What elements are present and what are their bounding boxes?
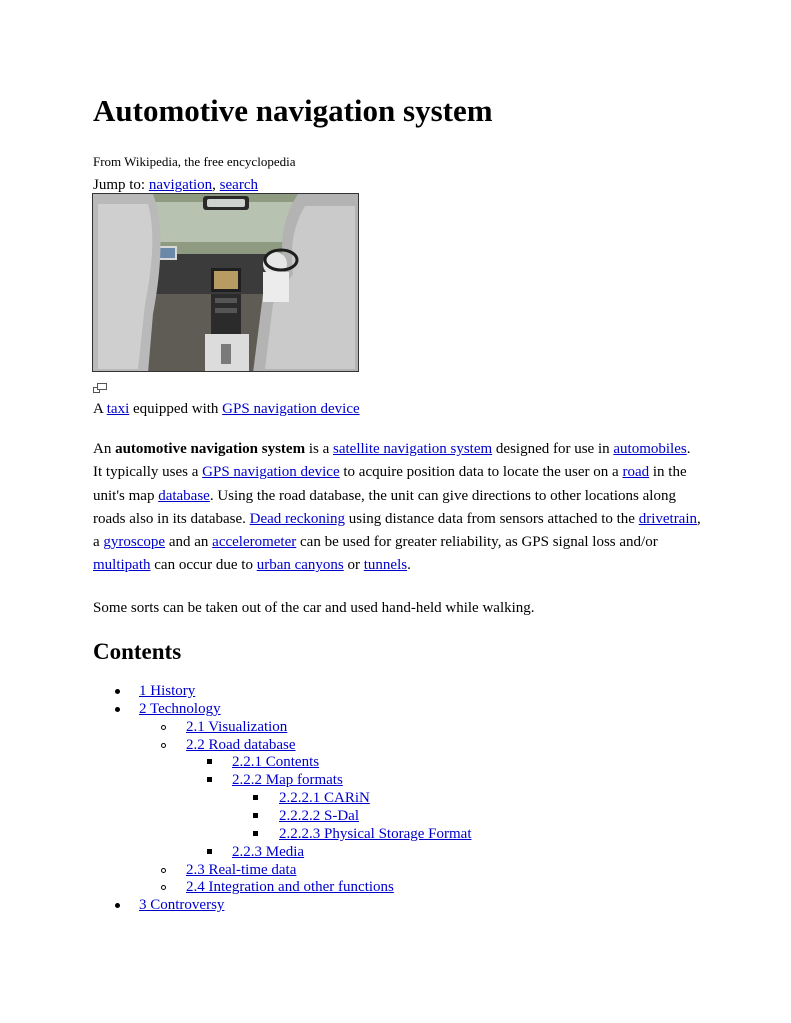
intro-paragraph	[93, 438, 703, 578]
bullet-icon	[161, 725, 166, 730]
text: .	[407, 557, 411, 574]
text: An	[93, 441, 116, 457]
bullet-icon	[161, 868, 166, 873]
tunnels-link[interactable]: tunnels	[363, 557, 408, 574]
article-subject: automotive navigation system	[115, 441, 306, 457]
handheld-paragraph: Some sorts can be taken out of the car and used hand-held while walking.	[93, 600, 535, 616]
toc-link[interactable]: 2.2.3 Media	[232, 843, 305, 860]
contents-heading: Contents	[93, 639, 182, 664]
bullet-icon	[115, 903, 120, 908]
bullet-icon	[207, 849, 212, 854]
text: can occur due to	[150, 557, 257, 574]
text: . Using the road database, the unit can give directions to other locations along roads also in its database.	[93, 487, 676, 527]
toc-link[interactable]: 2.3 Real-time data	[186, 861, 297, 878]
toc-link[interactable]: 2.2.1 Contents	[232, 754, 320, 771]
gyroscope-link[interactable]: gyroscope	[103, 534, 166, 551]
database-link[interactable]: database	[158, 487, 210, 504]
toc-link[interactable]: 2.2.2 Map formats	[232, 772, 343, 789]
bullet-icon	[161, 743, 166, 748]
taxi-photo[interactable]	[92, 193, 359, 372]
jump-search-link[interactable]: search	[219, 177, 258, 193]
text: or	[343, 557, 364, 574]
text: . It typically uses a	[93, 441, 691, 481]
text: can be used for greater reliability, as GPS signal loss and/or	[296, 534, 658, 551]
text: using distance data from sensors attached to the	[345, 510, 639, 527]
bullet-icon	[253, 831, 258, 836]
bullet-icon	[115, 689, 120, 694]
toc-link[interactable]: 3 Controversy	[139, 897, 225, 914]
toc-link[interactable]: 1 History	[139, 683, 196, 699]
page-title: Automotive navigation system	[93, 93, 493, 128]
bullet-icon	[207, 759, 212, 764]
toc-link[interactable]: 2.4 Integration and other functions	[186, 879, 394, 896]
gps-device-link[interactable]: GPS navigation device	[222, 401, 360, 417]
gps-navigation-link[interactable]: GPS navigation device	[202, 464, 340, 481]
dead-reckoning-link[interactable]: Dead reckoning	[249, 510, 346, 527]
jump-separator: ,	[212, 177, 216, 193]
site-subtitle: From Wikipedia, the free encyclopedia	[93, 154, 296, 169]
accelerometer-link[interactable]: accelerometer	[212, 534, 297, 551]
toc-link[interactable]: 2.2 Road database	[186, 736, 296, 753]
toc-link[interactable]: 2.2.2.1 CARiN	[279, 790, 370, 807]
taxi-link[interactable]: taxi	[106, 401, 130, 417]
urban-canyons-link[interactable]: urban canyons	[256, 557, 344, 574]
text: , a	[93, 510, 701, 551]
bullet-icon	[161, 885, 166, 890]
text: to acquire position data to locate the user on a	[339, 464, 623, 481]
text: and an	[165, 534, 213, 551]
toc-link[interactable]: 2 Technology	[139, 700, 221, 717]
toc-link[interactable]: 2.2.2.2 S-Dal	[279, 807, 359, 824]
figure-caption	[93, 400, 360, 418]
bullet-icon	[207, 777, 212, 782]
toc-link[interactable]: 2.1 Visualization	[186, 718, 288, 735]
bullet-icon	[253, 795, 258, 800]
automobiles-link[interactable]: automobiles	[613, 441, 687, 457]
caption-text: equipped with	[129, 401, 223, 417]
bullet-icon	[253, 813, 258, 818]
text: in the unit's map	[93, 464, 687, 504]
bullet-icon	[115, 707, 120, 712]
jump-to	[93, 176, 258, 194]
satellite-navigation-link[interactable]: satellite navigation system	[333, 441, 493, 457]
road-link[interactable]: road	[622, 464, 650, 481]
toc-link[interactable]: 2.2.2.3 Physical Storage Format	[279, 825, 472, 842]
jump-to-label: Jump to:	[93, 177, 149, 193]
text: is a	[305, 441, 334, 457]
jump-navigation-link[interactable]: navigation	[148, 177, 213, 193]
text: designed for use in	[492, 441, 614, 457]
caption-text: A	[93, 401, 107, 417]
magnify-icon[interactable]	[93, 383, 107, 393]
multipath-link[interactable]: multipath	[93, 557, 151, 574]
drivetrain-link[interactable]: drivetrain	[638, 510, 698, 527]
